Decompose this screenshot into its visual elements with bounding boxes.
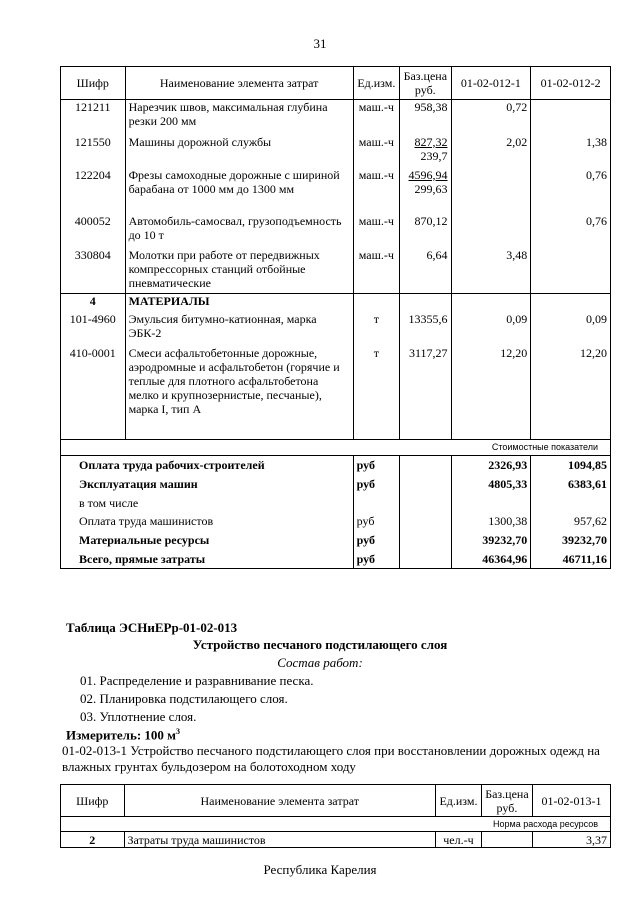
header-name: Наименование элемента затрат (125, 67, 353, 100)
work-item: 03. Уплотнение слоя. (80, 709, 197, 724)
table-row: 2 Затраты труда машинистов чел.-ч 3,37 (61, 832, 611, 848)
summary-row: Всего, прямые затраты руб 46364,96 46711,16 (61, 550, 611, 569)
table-subtitle: Устройство песчаного подстилающего слоя (192, 637, 448, 652)
section-title: МАТЕРИАЛЫ (125, 294, 353, 312)
header-unit: Ед.изм. (353, 67, 399, 100)
section-number: 4 (61, 294, 126, 312)
summary-row: Материальные ресурсы руб 39232,70 39232,70 (61, 531, 611, 550)
resource-table (60, 66, 611, 569)
table-row: 121211 Нарезчик швов, максимальная глубина резки 200 мм маш.-ч 958,38 0,72 (61, 100, 611, 135)
summary-row: в том числе (61, 494, 611, 512)
code-description: 01-02-013-1 Устройство песчаного подстилающего слоя при восстановлении дорожных одежд на влажных грунтах бульдозером на болотоходном ходу (62, 743, 600, 774)
table-row: 330804 Молотки при работе от передвижных компрессорных станций отбойные пневматические маш.-ч 6,64 3,48 (61, 248, 611, 294)
table-title: Таблица ЭСНиЕРр-01-02-013 (66, 620, 238, 635)
header-col1: 01-02-012-1 (451, 67, 531, 100)
meter-label: Измеритель: 100 $м^3$ (66, 727, 181, 743)
work-item: 01. Распределение и разравнивание песка. (80, 673, 314, 688)
table-header (61, 67, 611, 100)
cost-indicators-label: Стоимостные показатели (61, 440, 611, 456)
header-code: Шифр (61, 67, 126, 100)
header-col2: 01-02-012-2 (531, 67, 611, 100)
summary-row: Оплата труда рабочих-строителей руб 2326,93 1094,85 (61, 456, 611, 475)
cost-indicators-row (61, 440, 611, 456)
norm-row: Норма расхода ресурсов (61, 817, 611, 832)
summary-row: Оплата труда машинистов руб 1300,38 957,62 (61, 512, 611, 531)
materials-section-row (61, 294, 611, 312)
table-row: 101-4960 Эмульсия битумно-катионная, марка ЭБК-2 т 13355,6 0,09 0,09 (61, 312, 611, 346)
summary-row: Эксплуатация машин руб 4805,33 6383,61 (61, 475, 611, 494)
page-number: 31 (313, 36, 327, 51)
table-row: 121550 Машины дорожной службы маш.-ч 827,32 239,7 2,02 1,38 (61, 135, 611, 168)
table-row: 400052 Автомобиль-самосвал, грузоподъемность до 10 т маш.-ч 870,12 0,76 (61, 214, 611, 248)
work-item: 02. Планировка подстилающего слоя. (80, 691, 288, 706)
table-row: 122204 Фрезы самоходные дорожные с шириной барабана от 1000 мм до 1300 мм маш.-ч 4596,94 299,63 0,76 (61, 168, 611, 214)
footer: Республика Карелия (263, 862, 377, 877)
resource-table-2 (60, 784, 611, 848)
table-row: 410-0001 Смеси асфальтобетонные дорожные, аэродромные и асфальтобетон (горячие и теплые для плотного асфальтобетона мелко и крупнозернистые, песчаные), марка I, тип А т 3117,27 12,20 12,20 (61, 346, 611, 440)
table-header: Шифр Наименование элемента затрат Ед.изм. Баз.цена руб. 01-02-013-1 (61, 785, 611, 817)
composition-heading: Состав работ: (277, 655, 363, 670)
header-price: Баз.цена руб. (400, 67, 451, 100)
